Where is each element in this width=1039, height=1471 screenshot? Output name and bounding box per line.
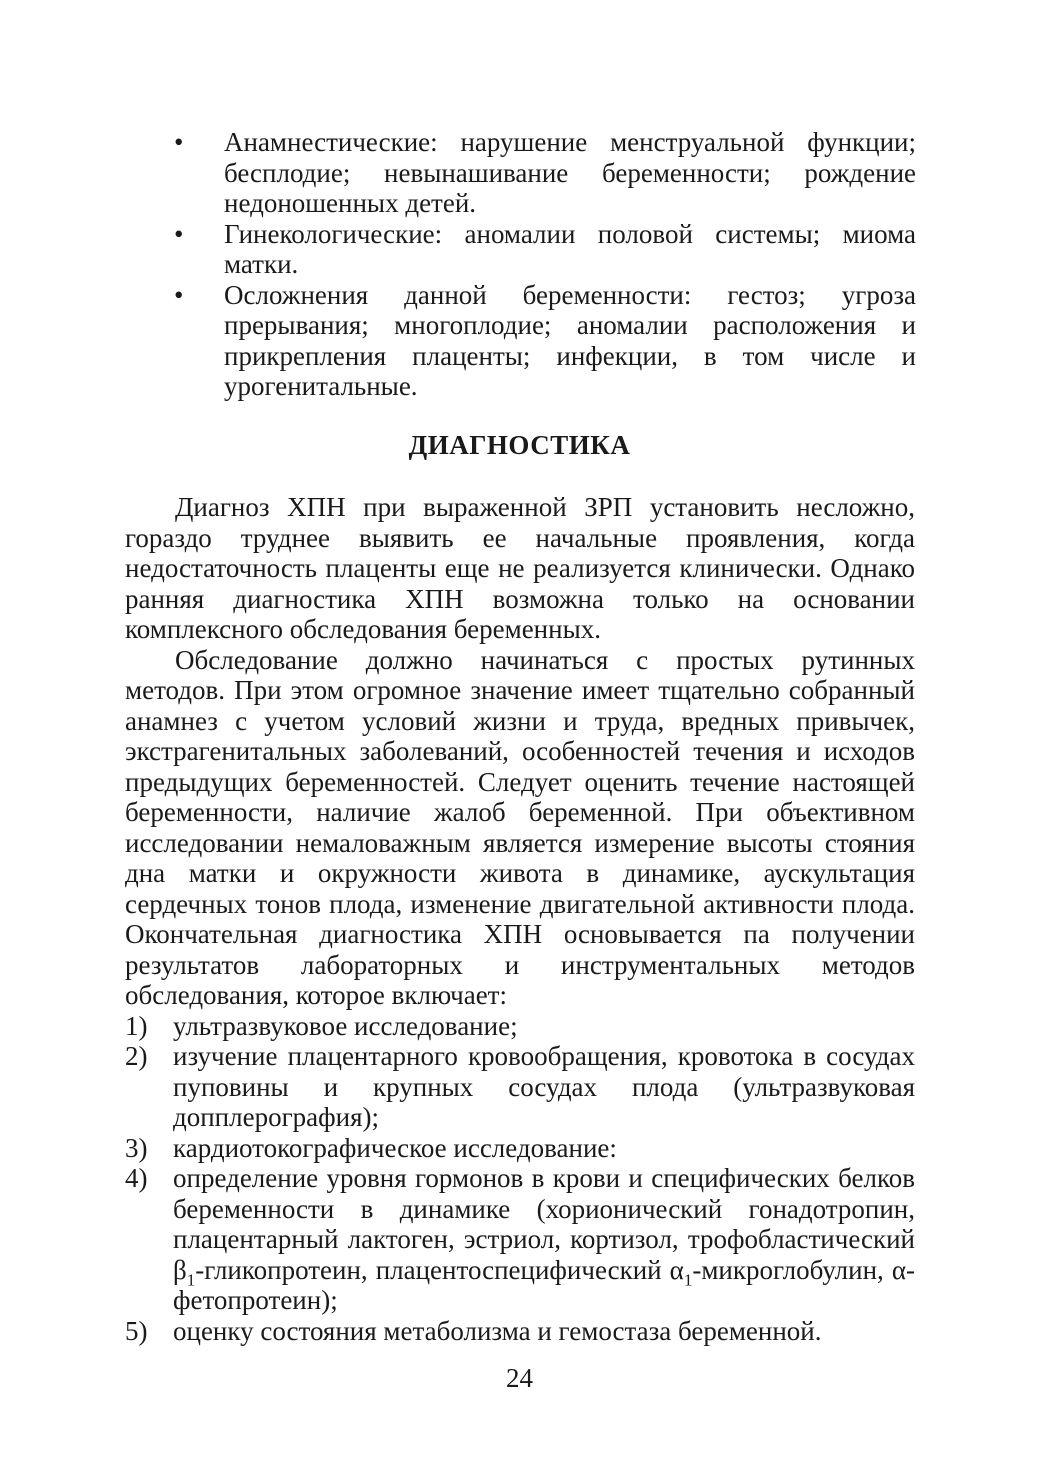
list-item-text: кардиотокографическое исследование: [173,1132,617,1163]
list-number: 5) [125,1315,148,1346]
paragraph: Обследование должно начинаться с простых рутинных методов. При этом огромное значение имеет тщательно собранный анамнез с учетом условий жизни и труда, вредных привычек, экстрагенитальных заболеваний, особенностей течения и исходов предыдущих беременностей. Следует оценить течение настоящей беременности, наличие жалоб беременной. При объективном исследовании немаловажным является измерение высоты стояния дна матки и окружности живота в динамике, аускультация сердечных тонов плода, изменение двигательной активности плода. Окончательная диагностика ХПН основывается па получении результатов лабораторных и инструментальных методов обследования, которое включает: [125,644,915,1010]
text-fragment: -микроглобулин, α-фетопротеин); [173,1254,915,1315]
list-item [170,219,916,280]
list-item-text [173,1163,915,1315]
list-item-text: изучение плацентарного кровообращения, кровотока в сосудах пуповины и крупных сосудах плода (ультразвуковая допплерография); [173,1041,915,1132]
list-item [125,1163,915,1316]
list-number: 2) [125,1041,148,1071]
list-item [125,1133,915,1164]
list-item [125,1316,915,1347]
list-item-text: ультразвуковое исследование; [173,1010,518,1041]
list-item-text: Анамнестические: нарушение менструальной функции; бесплодие; невынашивание беременности; рождение недоношенных детей. [224,127,916,218]
list-item [125,1011,915,1042]
list-number: 4) [125,1163,148,1193]
list-item [170,280,916,402]
subscript: 1 [683,1269,693,1289]
paragraph: Диагноз ХПН при выраженной ЗРП установить несложно, гораздо труднее выявить ее начальные проявления, когда недостаточность плаценты еще не реализуется клинически. Однако ранняя диагностика ХПН возможна только на основании комплексного обследования беременных. [125,492,915,644]
list-number: 1) [125,1010,148,1041]
risk-factor-list [170,127,916,402]
bullet-mark: • [174,279,184,310]
list-item [170,127,916,219]
page-number: 24 [506,1363,533,1393]
list-item-text: Осложнения данной беременности: гестоз; угроза прерывания; многоплодие; аномалии расположения и прикрепления плаценты; инфекции, в том числе и урогенитальные. [224,279,916,401]
text-fragment: определение уровня гормонов в крови и специфических белков беременности в динамике (хорионический гонадотропин, плацентарный лактоген, эстриол, кортизол, трофобластический β [173,1163,915,1285]
list-item [125,1041,915,1133]
diagnostics-list [125,1011,915,1347]
subscript: 1 [186,1269,196,1289]
bullet-mark: • [174,127,184,157]
list-item-text: оценку состояния метаболизма и гемостаза беременной. [173,1315,822,1346]
list-number: 3) [125,1132,148,1163]
list-item-text: Гинекологические: аномалии половой системы; миома матки. [224,218,916,279]
text-fragment: -гликопротеин, плацентоспецифический α [195,1254,684,1285]
section-heading: ДИАГНОСТИКА [408,430,631,460]
section-body [125,492,915,1346]
bullet-mark: • [174,218,184,249]
